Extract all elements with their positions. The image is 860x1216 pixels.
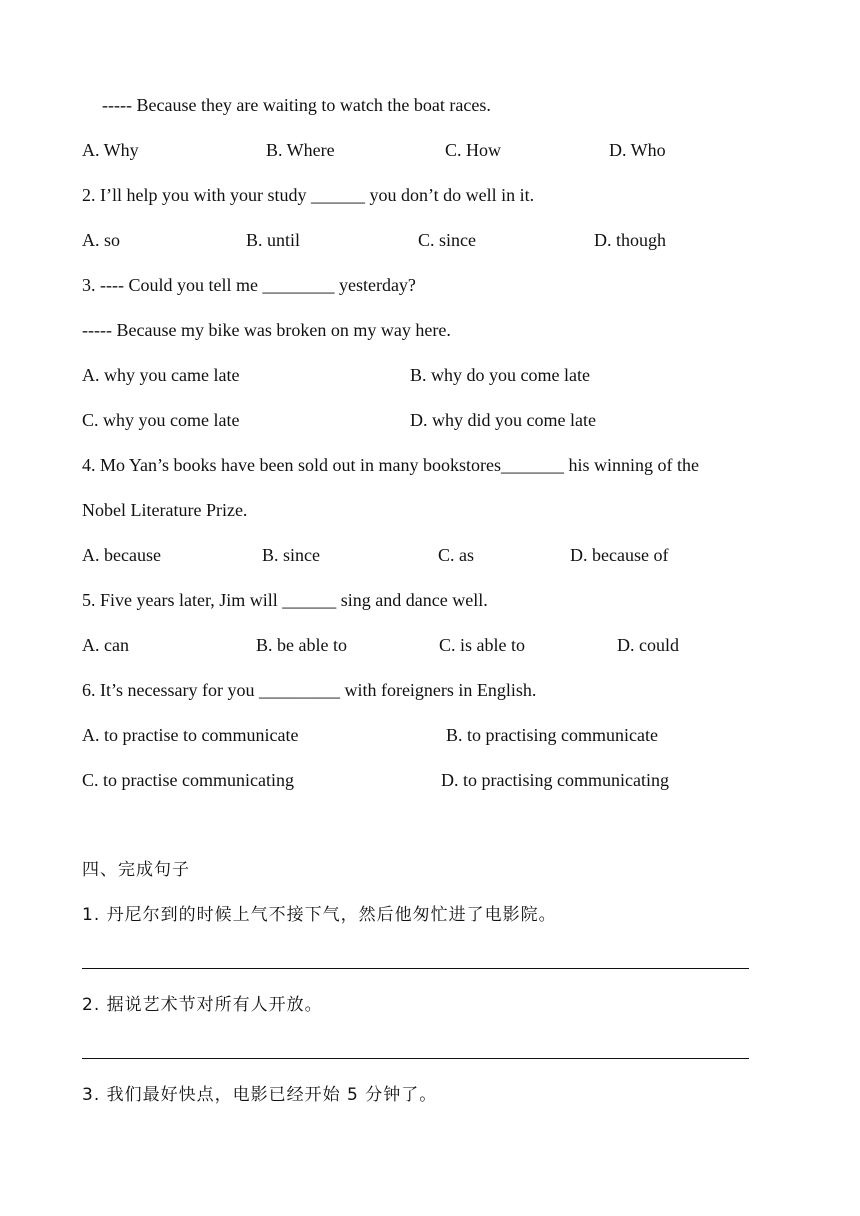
- q4-option-b: B. since: [262, 545, 320, 565]
- q5-option-c: C. is able to: [439, 635, 525, 655]
- q3-stem: 3. ---- Could you tell me ________ yesterday?: [82, 275, 416, 295]
- q2-option-b: B. until: [246, 230, 301, 250]
- answer-line-1b: [567, 968, 749, 969]
- q1-option-c: C. How: [445, 140, 502, 160]
- q2-option-d: D. though: [594, 230, 666, 250]
- q6-stem: 6. It’s necessary for you _________ with foreigners in English.: [82, 680, 537, 700]
- q6-option-c: C. to practise communicating: [82, 770, 294, 790]
- q3-option-a: A. why you came late: [82, 365, 240, 385]
- q4-option-d: D. because of: [570, 545, 669, 565]
- sentence-item-2: 2. 据说艺术节对所有人开放。: [82, 995, 323, 1015]
- answer-line-1a: [82, 968, 567, 969]
- q4-option-c: C. as: [438, 545, 474, 565]
- sentence-item-3: 3. 我们最好快点，电影已经开始 5 分钟了。: [82, 1085, 438, 1105]
- q1-option-a: A. Why: [82, 140, 139, 160]
- q5-stem: 5. Five years later, Jim will ______ sing and dance well.: [82, 590, 488, 610]
- q4-stem-line1: 4. Mo Yan’s books have been sold out in many bookstores_______ his winning of the: [82, 455, 699, 475]
- q3-option-d: D. why did you come late: [410, 410, 596, 430]
- q3-option-b: B. why do you come late: [410, 365, 590, 385]
- q2-option-c: C. since: [418, 230, 476, 250]
- q1-answer: ----- Because they are waiting to watch the boat races.: [102, 95, 491, 115]
- q3-option-c: C. why you come late: [82, 410, 240, 430]
- q5-option-d: D. could: [617, 635, 679, 655]
- section-4-heading: 四、完成句子: [82, 860, 190, 880]
- q1-option-b: B. Where: [266, 140, 335, 160]
- answer-line-2b: [557, 1058, 749, 1059]
- q4-stem-line2: Nobel Literature Prize.: [82, 500, 248, 520]
- q6-option-d: D. to practising communicating: [441, 770, 669, 790]
- q5-option-a: A. can: [82, 635, 129, 655]
- q6-option-a: A. to practise to communicate: [82, 725, 299, 745]
- q3-answer: ----- Because my bike was broken on my way here.: [82, 320, 451, 340]
- q5-option-b: B. be able to: [256, 635, 347, 655]
- q6-option-b: B. to practising communicate: [446, 725, 658, 745]
- answer-line-2a: [82, 1058, 557, 1059]
- sentence-item-1: 1. 丹尼尔到的时候上气不接下气，然后他匆忙进了电影院。: [82, 905, 557, 925]
- q4-option-a: A. because: [82, 545, 161, 565]
- q1-option-d: D. Who: [609, 140, 666, 160]
- q2-stem: 2. I’ll help you with your study ______ you don’t do well in it.: [82, 185, 535, 205]
- q2-option-a: A. so: [82, 230, 121, 250]
